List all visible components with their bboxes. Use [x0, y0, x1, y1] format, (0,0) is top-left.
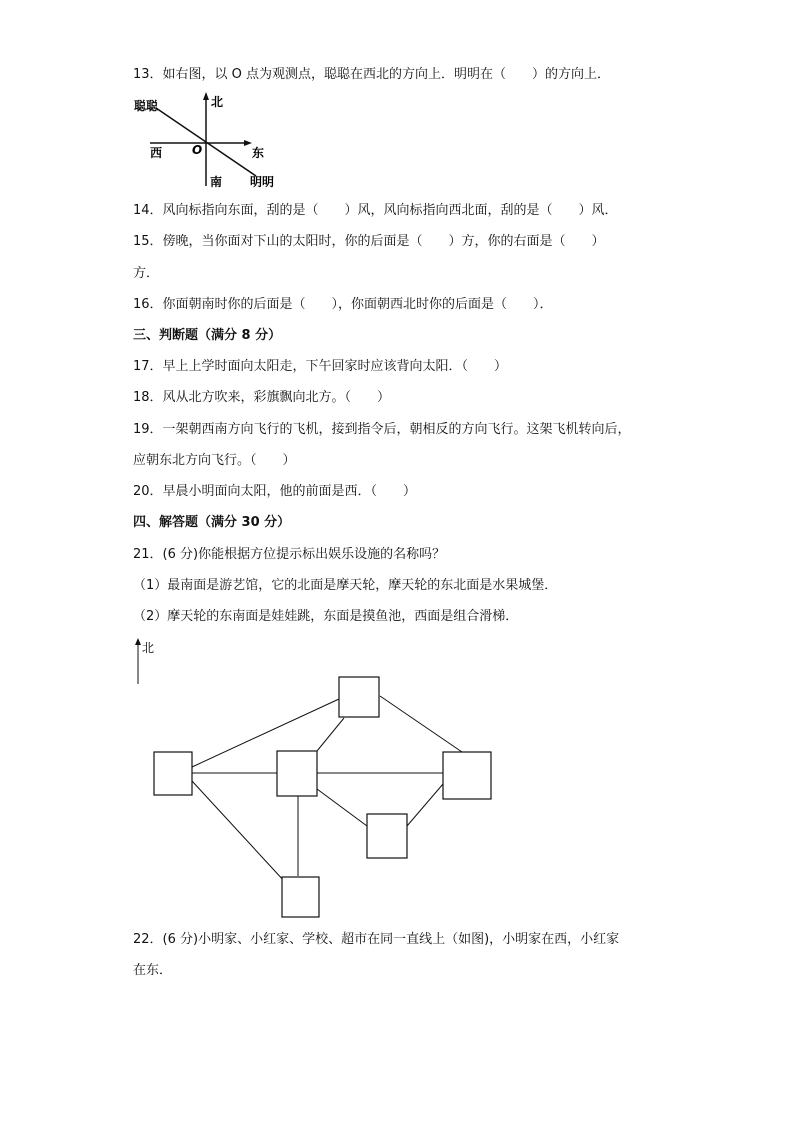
- q20-text: 20．早晨小明面向太阳，他的前面是西．（ ）: [133, 484, 417, 499]
- facility-box-top[interactable]: [339, 677, 379, 717]
- q16-text: 16．你面朝南时你的后面是（ ），你面朝西北时你的后面是（ ）．: [133, 297, 553, 312]
- q15-line2: 方．: [133, 266, 160, 281]
- q21-text: 21．(6 分)你能根据方位提示标出娱乐设施的名称吗？: [133, 547, 446, 562]
- q13-compass-figure: [128, 90, 288, 190]
- mingming-label: 明明: [250, 175, 275, 189]
- west-label: 西: [150, 146, 163, 160]
- link-center-southeast: [317, 789, 367, 826]
- section4-heading: 四、解答题（满分 30 分）: [133, 515, 291, 530]
- south-label: 南: [210, 175, 223, 189]
- q21-hint1: （1）最南面是游艺馆，它的北面是摩天轮，摩天轮的东北面是水果城堡．: [133, 578, 558, 593]
- q21-hint2: （2）摩天轮的东南面是娃娃跳，东面是摸鱼池，西面是组合滑梯．: [133, 609, 519, 624]
- q19-line2: 应朝东北方向飞行。（ ）: [133, 453, 296, 468]
- q22-line1: 22．(6 分)小明家、小红家、学校、超市在同一直线上（如图)，小明家在西，小红家: [133, 932, 620, 947]
- facility-box-center[interactable]: [277, 751, 317, 796]
- section3-heading: 三、判断题（满分 8 分）: [133, 328, 282, 343]
- facility-box-bottom[interactable]: [282, 877, 319, 917]
- q21-park-map: [130, 636, 510, 926]
- east-arrow-icon: [244, 140, 252, 146]
- east-label: 东: [252, 146, 265, 160]
- q13-text: 13．如右图，以 O 点为观测点，聪聪在西北的方向上．明明在（ ）的方向上．: [133, 67, 611, 82]
- link-center-top: [317, 718, 344, 751]
- q14-text: 14．风向标指向东面，刮的是（ ）风，风向标指向西北面，刮的是（ ）风．: [133, 203, 618, 218]
- q15-line1: 15．傍晚，当你面对下山的太阳时，你的后面是（ ）方，你的右面是（ ）: [133, 234, 605, 249]
- facility-box-southeast[interactable]: [367, 814, 407, 858]
- north-indicator-label: 北: [142, 641, 155, 655]
- congcong-label: 聪聪: [134, 99, 159, 113]
- q17-text: 17．早上上学时面向太阳走，下午回家时应该背向太阳．（ ）: [133, 359, 508, 374]
- facility-box-east[interactable]: [443, 752, 491, 799]
- north-indicator-arrow-icon: [135, 638, 141, 645]
- q18-text: 18．风从北方吹来，彩旗飘向北方。（ ）: [133, 390, 391, 405]
- q22-line2: 在东．: [133, 963, 173, 978]
- north-label: 北: [211, 95, 224, 109]
- link-southeast-east: [407, 784, 443, 826]
- north-arrow-icon: [203, 92, 209, 100]
- q19-line1: 19．一架朝西南方向飞行的飞机，接到指令后，朝相反的方向飞行。这架飞机转向后，: [133, 422, 631, 437]
- link-top-east: [380, 696, 462, 752]
- facility-box-west[interactable]: [154, 752, 192, 795]
- origin-label: O: [192, 143, 203, 157]
- link-west-bottom: [192, 781, 285, 882]
